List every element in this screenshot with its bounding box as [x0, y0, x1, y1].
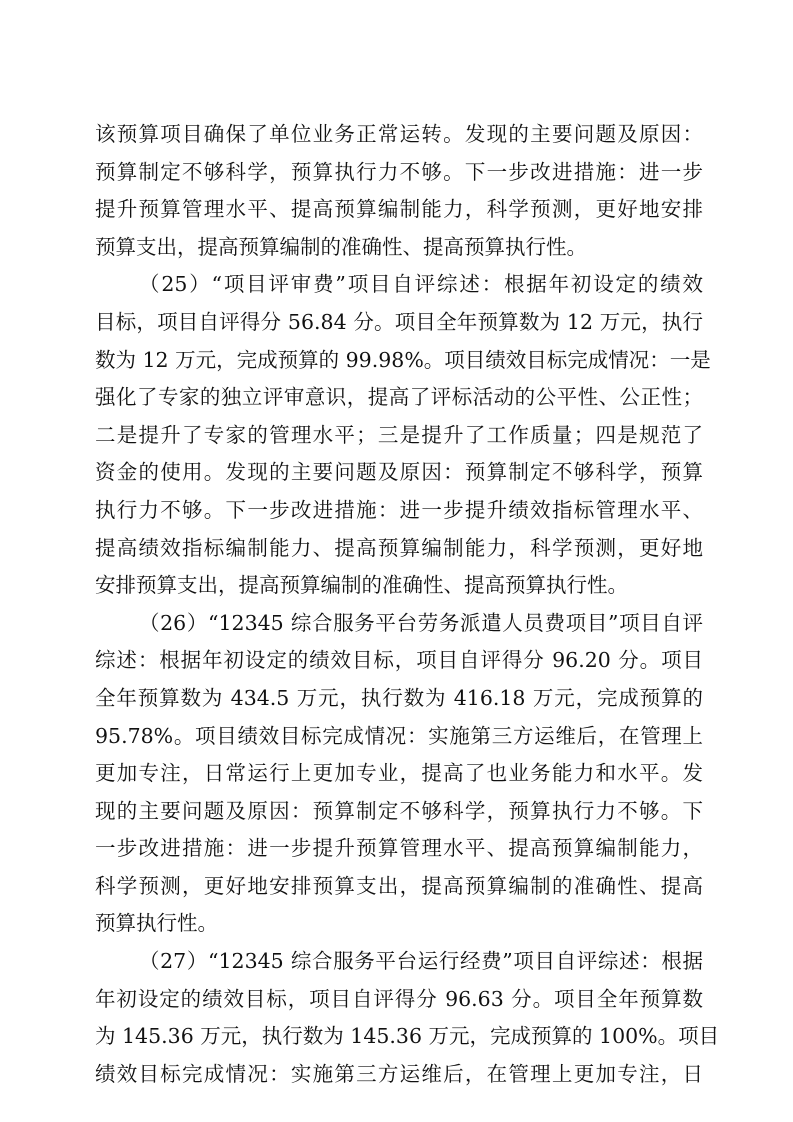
text-line: 提高绩效指标编制能力、提高预算编制能力，科学预测，更好地 [95, 535, 703, 560]
text-line: 目标，项目自评得分 56.84 分。项目全年预算数为 12 万元，执行 [95, 309, 703, 334]
text-line: 二是提升了专家的管理水平；三是提升了工作质量；四是规范了 [95, 422, 703, 447]
text-line: 安排预算支出，提高预算编制的准确性、提高预算执行性。 [95, 573, 628, 598]
paragraph-25-start: （25）“项目评审费”项目自评综述：根据年初设定的绩效 [139, 272, 703, 297]
text-line: 更加专注，日常运行上更加专业，提高了也业务能力和水平。发 [95, 761, 703, 786]
text-line: 95.78%。项目绩效目标完成情况：实施第三方运维后，在管理上 [95, 723, 703, 748]
text-line: 强化了专家的独立评审意识，提高了评标活动的公平性、公正性； [95, 385, 703, 410]
text-line: 数为 12 万元，完成预算的 99.98%。项目绩效目标完成情况：一是 [95, 347, 711, 372]
text-line: 一步改进措施：进一步提升预算管理水平、提高预算编制能力， [95, 836, 703, 861]
text-line: 为 145.36 万元，执行数为 145.36 万元，完成预算的 100%。项目 [95, 1024, 720, 1049]
text-line: 现的主要问题及原因：预算制定不够科学，预算执行力不够。下 [95, 798, 703, 823]
document-body [95, 116, 720, 1093]
text-line: 执行力不够。下一步改进措施：进一步提升绩效指标管理水平、 [95, 497, 703, 522]
text-line: 预算支出，提高预算编制的准确性、提高预算执行性。 [95, 234, 587, 259]
paragraph-27-start: （27）“12345 综合服务平台运行经费”项目自评综述：根据 [139, 949, 703, 974]
text-line: 综述：根据年初设定的绩效目标，项目自评得分 96.20 分。项目 [95, 648, 703, 673]
text-line: 年初设定的绩效目标，项目自评得分 96.63 分。项目全年预算数 [95, 986, 703, 1011]
text-line: 预算执行性。 [95, 911, 218, 936]
text-line: 科学预测，更好地安排预算支出，提高预算编制的准确性、提高 [95, 873, 703, 898]
text-line: 预算制定不够科学，预算执行力不够。下一步改进措施：进一步 [95, 159, 703, 184]
text-line: 该预算项目确保了单位业务正常运转。发现的主要问题及原因： [95, 122, 703, 146]
paragraph-26-start: （26）“12345 综合服务平台劳务派遣人员费项目”项目自评 [139, 610, 703, 635]
text-line: 资金的使用。发现的主要问题及原因：预算制定不够科学，预算 [95, 460, 703, 485]
text-line: 全年预算数为 434.5 万元，执行数为 416.18 万元，完成预算的 [95, 685, 703, 710]
text-line: 提升预算管理水平、提高预算编制能力，科学预测，更好地安排 [95, 197, 703, 222]
text-line: 绩效目标完成情况：实施第三方运维后，在管理上更加专注，日 [95, 1061, 703, 1086]
